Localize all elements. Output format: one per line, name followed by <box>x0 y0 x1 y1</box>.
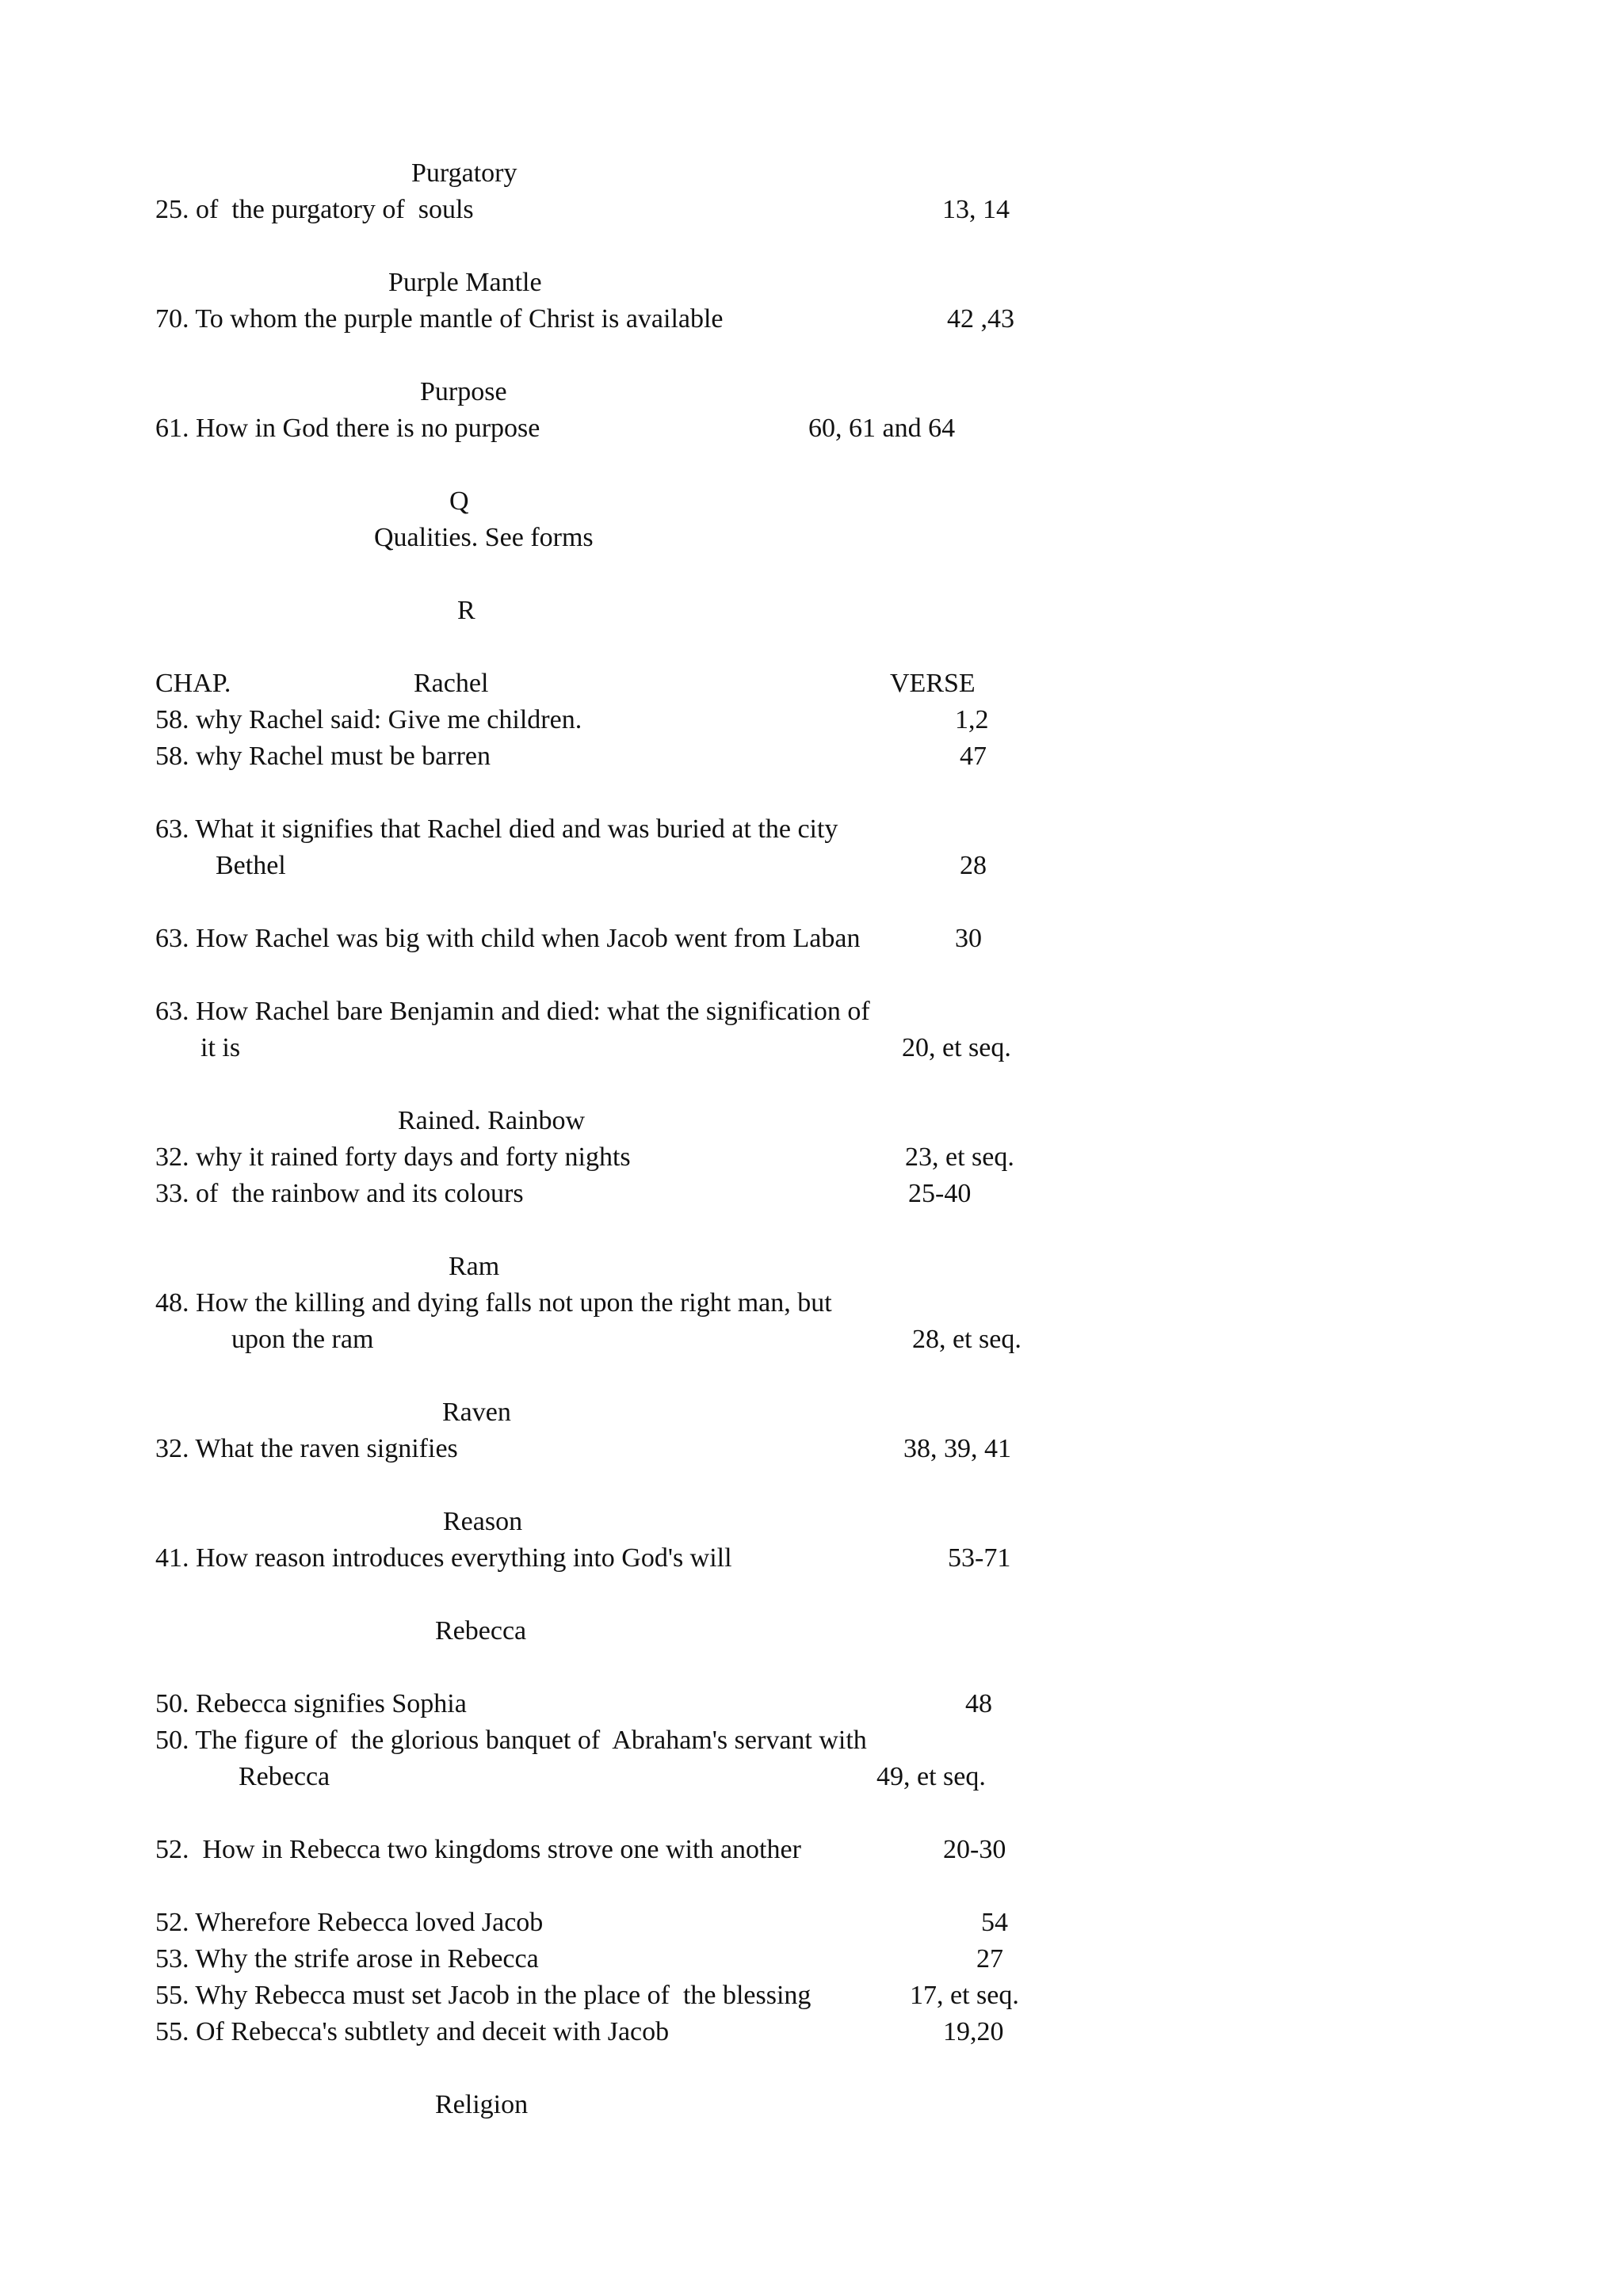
entry-text: 25. of the purgatory of souls <box>155 195 474 224</box>
heading-raven: Raven <box>442 1398 511 1427</box>
entry-ref: 27 <box>976 1944 1003 1974</box>
column-header-verse: VERSE <box>890 669 976 698</box>
heading-rachel: Rachel <box>414 669 489 698</box>
entry-text: 70. To whom the purple mantle of Christ is available <box>155 304 724 334</box>
entry-text: 50. Rebecca signifies Sophia <box>155 1689 467 1718</box>
entry-continuation: upon the ram <box>231 1325 374 1354</box>
entry-text: 61. How in God there is no purpose <box>155 414 540 443</box>
heading-reason: Reason <box>443 1507 523 1536</box>
entry-ref: 23, et seq. <box>905 1142 1014 1172</box>
entry-ref: 17, et seq. <box>910 1981 1019 2010</box>
entry-ref: 53-71 <box>948 1543 1011 1573</box>
heading-ram: Ram <box>449 1252 500 1281</box>
entry-text: 55. Why Rebecca must set Jacob in the place of the blessing <box>155 1981 812 2010</box>
column-header-chap: CHAP. <box>155 669 231 698</box>
entry-ref: 60, 61 and 64 <box>808 414 956 443</box>
entry-ref: 54 <box>981 1908 1008 1937</box>
entry-continuation: Rebecca <box>239 1762 330 1791</box>
entry-ref: 28 <box>960 851 987 880</box>
entry-ref: 30 <box>955 924 982 953</box>
entry-ref: 28, et seq. <box>912 1325 1022 1354</box>
heading-rebecca: Rebecca <box>435 1616 527 1646</box>
heading-religion: Religion <box>435 2090 529 2119</box>
entry-ref: 1,2 <box>955 705 989 734</box>
entry-text: 48. How the killing and dying falls not upon the right man, but <box>155 1288 832 1318</box>
entry-continuation: it is <box>200 1033 241 1062</box>
entry-ref: 19,20 <box>943 2017 1004 2046</box>
entry-ref: 20, et seq. <box>902 1033 1011 1062</box>
entry-ref: 47 <box>960 742 987 771</box>
entry-text: 50. The figure of the glorious banquet of Abraham's servant with <box>155 1726 867 1755</box>
heading-purple-mantle: Purple Mantle <box>388 268 542 297</box>
entry-text: 58. why Rachel said: Give me children. <box>155 705 582 734</box>
entry-text: 63. How Rachel was big with child when Jacob went from Laban <box>155 924 861 953</box>
entry-text: 32. What the raven signifies <box>155 1434 458 1463</box>
entry-text: 63. What it signifies that Rachel died and was buried at the city <box>155 814 838 844</box>
heading-purgatory: Purgatory <box>411 158 517 188</box>
entry-ref: 49, et seq. <box>876 1762 986 1791</box>
entry-text: 32. why it rained forty days and forty nights <box>155 1142 631 1172</box>
entry-text: 63. How Rachel bare Benjamin and died: what the signification of <box>155 997 870 1026</box>
entry-text: 33. of the rainbow and its colours <box>155 1179 524 1208</box>
entry-text: 52. Wherefore Rebecca loved Jacob <box>155 1908 544 1937</box>
cross-reference-note: Qualities. See forms <box>374 523 594 552</box>
entry-ref: 20-30 <box>943 1835 1006 1864</box>
entry-continuation: Bethel <box>216 851 286 880</box>
entry-text: 58. why Rachel must be barren <box>155 742 491 771</box>
heading-rained-rainbow: Rained. Rainbow <box>398 1106 586 1135</box>
entry-text: 52. How in Rebecca two kingdoms strove one with another <box>155 1835 801 1864</box>
entry-text: 53. Why the strife arose in Rebecca <box>155 1944 539 1974</box>
entry-text: 55. Of Rebecca's subtlety and deceit with Jacob <box>155 2017 670 2046</box>
heading-purpose: Purpose <box>420 377 507 406</box>
entry-ref: 48 <box>965 1689 992 1718</box>
section-letter-r: R <box>457 596 475 625</box>
entry-ref: 38, 39, 41 <box>903 1434 1011 1463</box>
section-letter-q: Q <box>449 486 469 516</box>
entry-ref: 42 ,43 <box>947 304 1014 334</box>
entry-ref: 13, 14 <box>942 195 1010 224</box>
entry-ref: 25-40 <box>908 1179 972 1208</box>
entry-text: 41. How reason introduces everything into God's will <box>155 1543 732 1573</box>
